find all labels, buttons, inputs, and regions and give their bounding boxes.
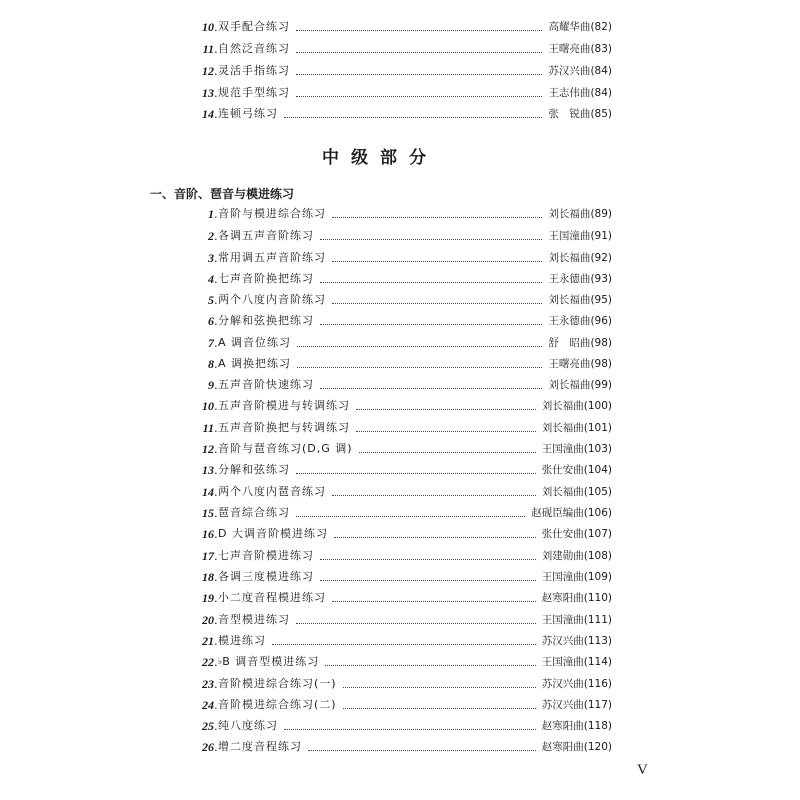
entry-title: 双手配合练习 [218,20,290,33]
dot-leader [296,622,536,624]
entry-page: (100) [583,400,612,412]
entry-author: 苏汉兴曲 [548,65,591,77]
toc-entry[interactable]: 9 . 五声音阶快速练习 刘长福曲 (99) [200,375,612,395]
dot-leader [296,29,542,31]
entry-author: 刘建勋曲 [541,550,584,562]
entry-page: (85) [590,108,612,120]
entry-author: 王曙亮曲 [548,43,591,55]
toc-entry[interactable]: 15 . 琶音综合练习 赵砚臣编曲 (106) [200,503,612,523]
toc-entry[interactable]: 14 . 两个八度内琶音练习 刘长福曲 (105) [200,482,612,502]
entry-page: (96) [590,315,612,327]
entry-title: 连顿弓练习 [218,107,278,120]
entry-title: 两个八度内音阶练习 [218,293,326,306]
entry-page: (111) [583,614,612,626]
entry-page: (107) [583,528,612,540]
entry-title: 七声音阶模进练习 [218,549,314,562]
toc-entry[interactable]: 13 . 规范手型练习 王志伟曲 (84) [200,83,612,103]
toc-entry[interactable]: 8 . A 调换把练习 王曙亮曲 (98) [200,354,612,374]
entry-title: 小二度音程模进练习 [218,591,326,604]
dot-leader [284,728,536,730]
toc-entry[interactable]: 5 . 两个八度内音阶练习 刘长福曲 (95) [200,290,612,310]
toc-entry[interactable]: 18 . 各调三度模进练习 王国潼曲 (109) [200,567,612,587]
dot-leader [332,600,536,602]
entry-title: 五声音阶模进与转调练习 [218,399,350,412]
dot-leader [332,302,542,304]
dot-leader [356,430,536,432]
toc-entry[interactable]: 22 . ♭ B 调音型模进练习 王国潼曲 (114) [200,652,612,672]
entry-author: 赵寒阳曲 [541,592,584,604]
dot-leader [296,73,542,75]
entry-author: 高耀华曲 [548,21,591,33]
dot-leader [320,238,542,240]
entry-title: 音阶与琶音练习(D,G 调) [218,442,353,455]
section-title: 中级部分 [322,148,438,168]
dot-leader [343,707,536,709]
entry-page: (118) [583,720,612,732]
entry-number: 5 [208,293,214,307]
toc-entry[interactable]: 1 . 音阶与模进综合练习 刘长福曲 (89) [200,204,612,224]
dot-leader [343,686,536,688]
entry-number: 7 [208,336,214,350]
toc-entry[interactable]: 20 . 音型模进练习 王国潼曲 (111) [200,610,612,630]
entry-title: 自然泛音练习 [218,42,290,55]
toc-entry[interactable]: 25 . 纯八度练习 赵寒阳曲 (118) [200,716,612,736]
entry-author: 刘长福曲 [548,208,591,220]
entry-title: 五声音阶换把与转调练习 [218,421,350,434]
entry-title: 分解和弦练习 [218,463,290,476]
toc-entry[interactable]: 11 . 五声音阶换把与转调练习 刘长福曲 (101) [200,418,612,438]
entry-title: 各调三度模进练习 [218,570,314,583]
toc-entry[interactable]: 3 . 常用调五声音阶练习 刘长福曲 (92) [200,248,612,268]
entry-title: 音阶与模进综合练习 [218,207,326,220]
toc-entry[interactable]: 26 . 增二度音程练习 赵寒阳曲 (120) [200,737,612,757]
entry-number: 3 [208,251,214,265]
entry-page: (84) [590,65,612,77]
entry-title: 分解和弦换把练习 [218,314,314,327]
entry-number: 25 [202,719,214,733]
entry-title: 增二度音程练习 [218,740,302,753]
toc-entry[interactable]: 10 . 双手配合练习 高耀华曲 (82) [200,17,612,37]
entry-page: (89) [590,208,612,220]
entry-page: (98) [590,358,612,370]
entry-author: 赵砚臣编曲 [531,507,584,519]
entry-title: 五声音阶快速练习 [218,378,314,391]
entry-title: 灵活手指练习 [218,64,290,77]
entry-author: 王永德曲 [548,273,591,285]
entry-number: 11 [202,42,214,56]
entry-title: B 调音型模进练习 [222,655,320,668]
entry-page: (103) [583,443,612,455]
toc-entry[interactable]: 23 . 音阶模进综合练习(一) 苏汉兴曲 (116) [200,674,612,694]
entry-number: 16 [202,527,214,541]
page-number: V [637,762,648,778]
entry-number: 26 [202,740,214,754]
entry-number: 10 [202,399,214,413]
toc-entry[interactable]: 7 . A 调音位练习 舒 昭曲 (98) [200,333,612,353]
entry-author: 苏汉兴曲 [541,678,584,690]
entry-page: (106) [583,507,612,519]
entry-page: (110) [583,592,612,604]
entry-number: 4 [208,272,214,286]
entry-page: (92) [590,252,612,264]
entry-page: (114) [583,656,612,668]
entry-author: 刘长福曲 [548,252,591,264]
entry-author: 王国潼曲 [541,614,584,626]
entry-number: 17 [202,549,214,563]
dot-leader [296,51,542,53]
toc-entry[interactable]: 12 . 音阶与琶音练习(D,G 调) 王国潼曲 (103) [200,439,612,459]
dot-leader [325,664,535,666]
toc-entry[interactable]: 14 . 连顿弓练习 张 锐曲 (85) [200,104,612,124]
subsection-title: 一、音阶、琶音与模进练习 [150,187,295,201]
entry-number: 13 [202,463,214,477]
entry-title: 纯八度练习 [218,719,278,732]
entry-number: 20 [202,613,214,627]
entry-page: (91) [590,230,612,242]
entry-page: (84) [590,87,612,99]
dot-leader [308,749,536,751]
entry-page: (101) [583,422,612,434]
entry-number: 22 [202,655,214,669]
dot-leader [320,281,542,283]
dot-leader [334,536,536,538]
entry-title: 模进练习 [218,634,266,647]
entry-number: 13 [202,86,214,100]
entry-author: 张 锐曲 [548,108,591,120]
entry-author: 王国潼曲 [541,656,584,668]
entry-page: (104) [583,464,612,476]
entry-number: 19 [202,591,214,605]
toc-entry[interactable]: 4 . 七声音阶换把练习 王永德曲 (93) [200,269,612,289]
dot-leader [296,515,525,517]
entry-page: (113) [583,635,612,647]
entry-number: 18 [202,570,214,584]
entry-author: 刘长福曲 [541,422,584,434]
dot-leader [356,408,536,410]
toc-entry[interactable]: 12 . 灵活手指练习 苏汉兴曲 (84) [200,61,612,81]
dot-leader [320,558,536,560]
entry-title: 各调五声音阶练习 [218,229,314,242]
entry-author: 苏汉兴曲 [541,635,584,647]
entry-title: 琶音综合练习 [218,506,290,519]
entry-author: 张仕安曲 [541,464,584,476]
entry-number: 8 [208,357,214,371]
entry-number: 24 [202,698,214,712]
entry-author: 舒 昭曲 [548,337,591,349]
entry-author: 刘长福曲 [548,294,591,306]
entry-page: (98) [590,337,612,349]
entry-number: 23 [202,677,214,691]
entry-title: 七声音阶换把练习 [218,272,314,285]
entry-number: 15 [202,506,214,520]
entry-title: 音阶模进综合练习(二) [218,698,337,711]
entry-title: D 大调音阶模进练习 [218,527,328,540]
entry-number: 9 [208,378,214,392]
entry-author: 刘长福曲 [541,400,584,412]
dot-leader [320,579,536,581]
entry-title: 常用调五声音阶练习 [218,251,326,264]
toc-entry[interactable]: 11 . 自然泛音练习 王曙亮曲 (83) [200,39,612,59]
entry-title: 音阶模进综合练习(一) [218,677,337,690]
entry-page: (99) [590,379,612,391]
entry-page: (82) [590,21,612,33]
entry-page: (105) [583,486,612,498]
dot-leader [284,116,542,118]
entry-page: (108) [583,550,612,562]
entry-page: (109) [583,571,612,583]
dot-leader [320,387,542,389]
dot-leader [359,451,536,453]
entry-number: 6 [208,314,214,328]
entry-number: 12 [202,64,214,78]
entry-page: (95) [590,294,612,306]
entry-author: 王永德曲 [548,315,591,327]
entry-title: 两个八度内琶音练习 [218,485,326,498]
entry-title: 规范手型练习 [218,86,290,99]
entry-page: (93) [590,273,612,285]
toc-entry[interactable]: 6 . 分解和弦换把练习 王永德曲 (96) [200,311,612,331]
toc-entry[interactable]: 17 . 七声音阶模进练习 刘建勋曲 (108) [200,546,612,566]
dot-leader [297,366,542,368]
toc-entry[interactable]: 24 . 音阶模进综合练习(二) 苏汉兴曲 (117) [200,695,612,715]
dot-leader [332,216,542,218]
entry-number: 11 [202,421,214,435]
dot-leader [297,345,542,347]
entry-author: 刘长福曲 [548,379,591,391]
entry-page: (83) [590,43,612,55]
toc-entry[interactable]: 21 . 模进练习 苏汉兴曲 (113) [200,631,612,651]
entry-author: 王国潼曲 [548,230,591,242]
dot-leader [332,494,536,496]
entry-page: (120) [583,741,612,753]
entry-author: 赵寒阳曲 [541,720,584,732]
dot-leader [272,643,536,645]
entry-author: 王志伟曲 [548,87,591,99]
flat-symbol: ♭ [218,657,223,667]
entry-author: 王国潼曲 [541,571,584,583]
entry-number: 12 [202,442,214,456]
entry-number: 1 [208,207,214,221]
dot-leader [296,472,536,474]
entry-author: 王曙亮曲 [548,358,591,370]
entry-number: 10 [202,20,214,34]
toc-entry[interactable]: 2 . 各调五声音阶练习 王国潼曲 (91) [200,226,612,246]
entry-number: 14 [202,485,214,499]
entry-author: 苏汉兴曲 [541,699,584,711]
entry-number: 21 [202,634,214,648]
entry-author: 张仕安曲 [541,528,584,540]
entry-author: 刘长福曲 [541,486,584,498]
toc-entry[interactable]: 10 . 五声音阶模进与转调练习 刘长福曲 (100) [200,396,612,416]
entry-author: 王国潼曲 [541,443,584,455]
dot-leader [320,323,542,325]
toc-entry[interactable]: 16 . D 大调音阶模进练习 张仕安曲 (107) [200,524,612,544]
entry-title: 音型模进练习 [218,613,290,626]
toc-entry[interactable]: 19 . 小二度音程模进练习 赵寒阳曲 (110) [200,588,612,608]
dot-leader [296,95,542,97]
entry-number: 2 [208,229,214,243]
entry-number: 14 [202,107,214,121]
entry-author: 赵寒阳曲 [541,741,584,753]
dot-leader [332,260,542,262]
entry-page: (116) [583,678,612,690]
entry-title: A 调换把练习 [218,357,292,370]
toc-entry[interactable]: 13 . 分解和弦练习 张仕安曲 (104) [200,460,612,480]
entry-page: (117) [583,699,612,711]
entry-title: A 调音位练习 [218,336,292,349]
